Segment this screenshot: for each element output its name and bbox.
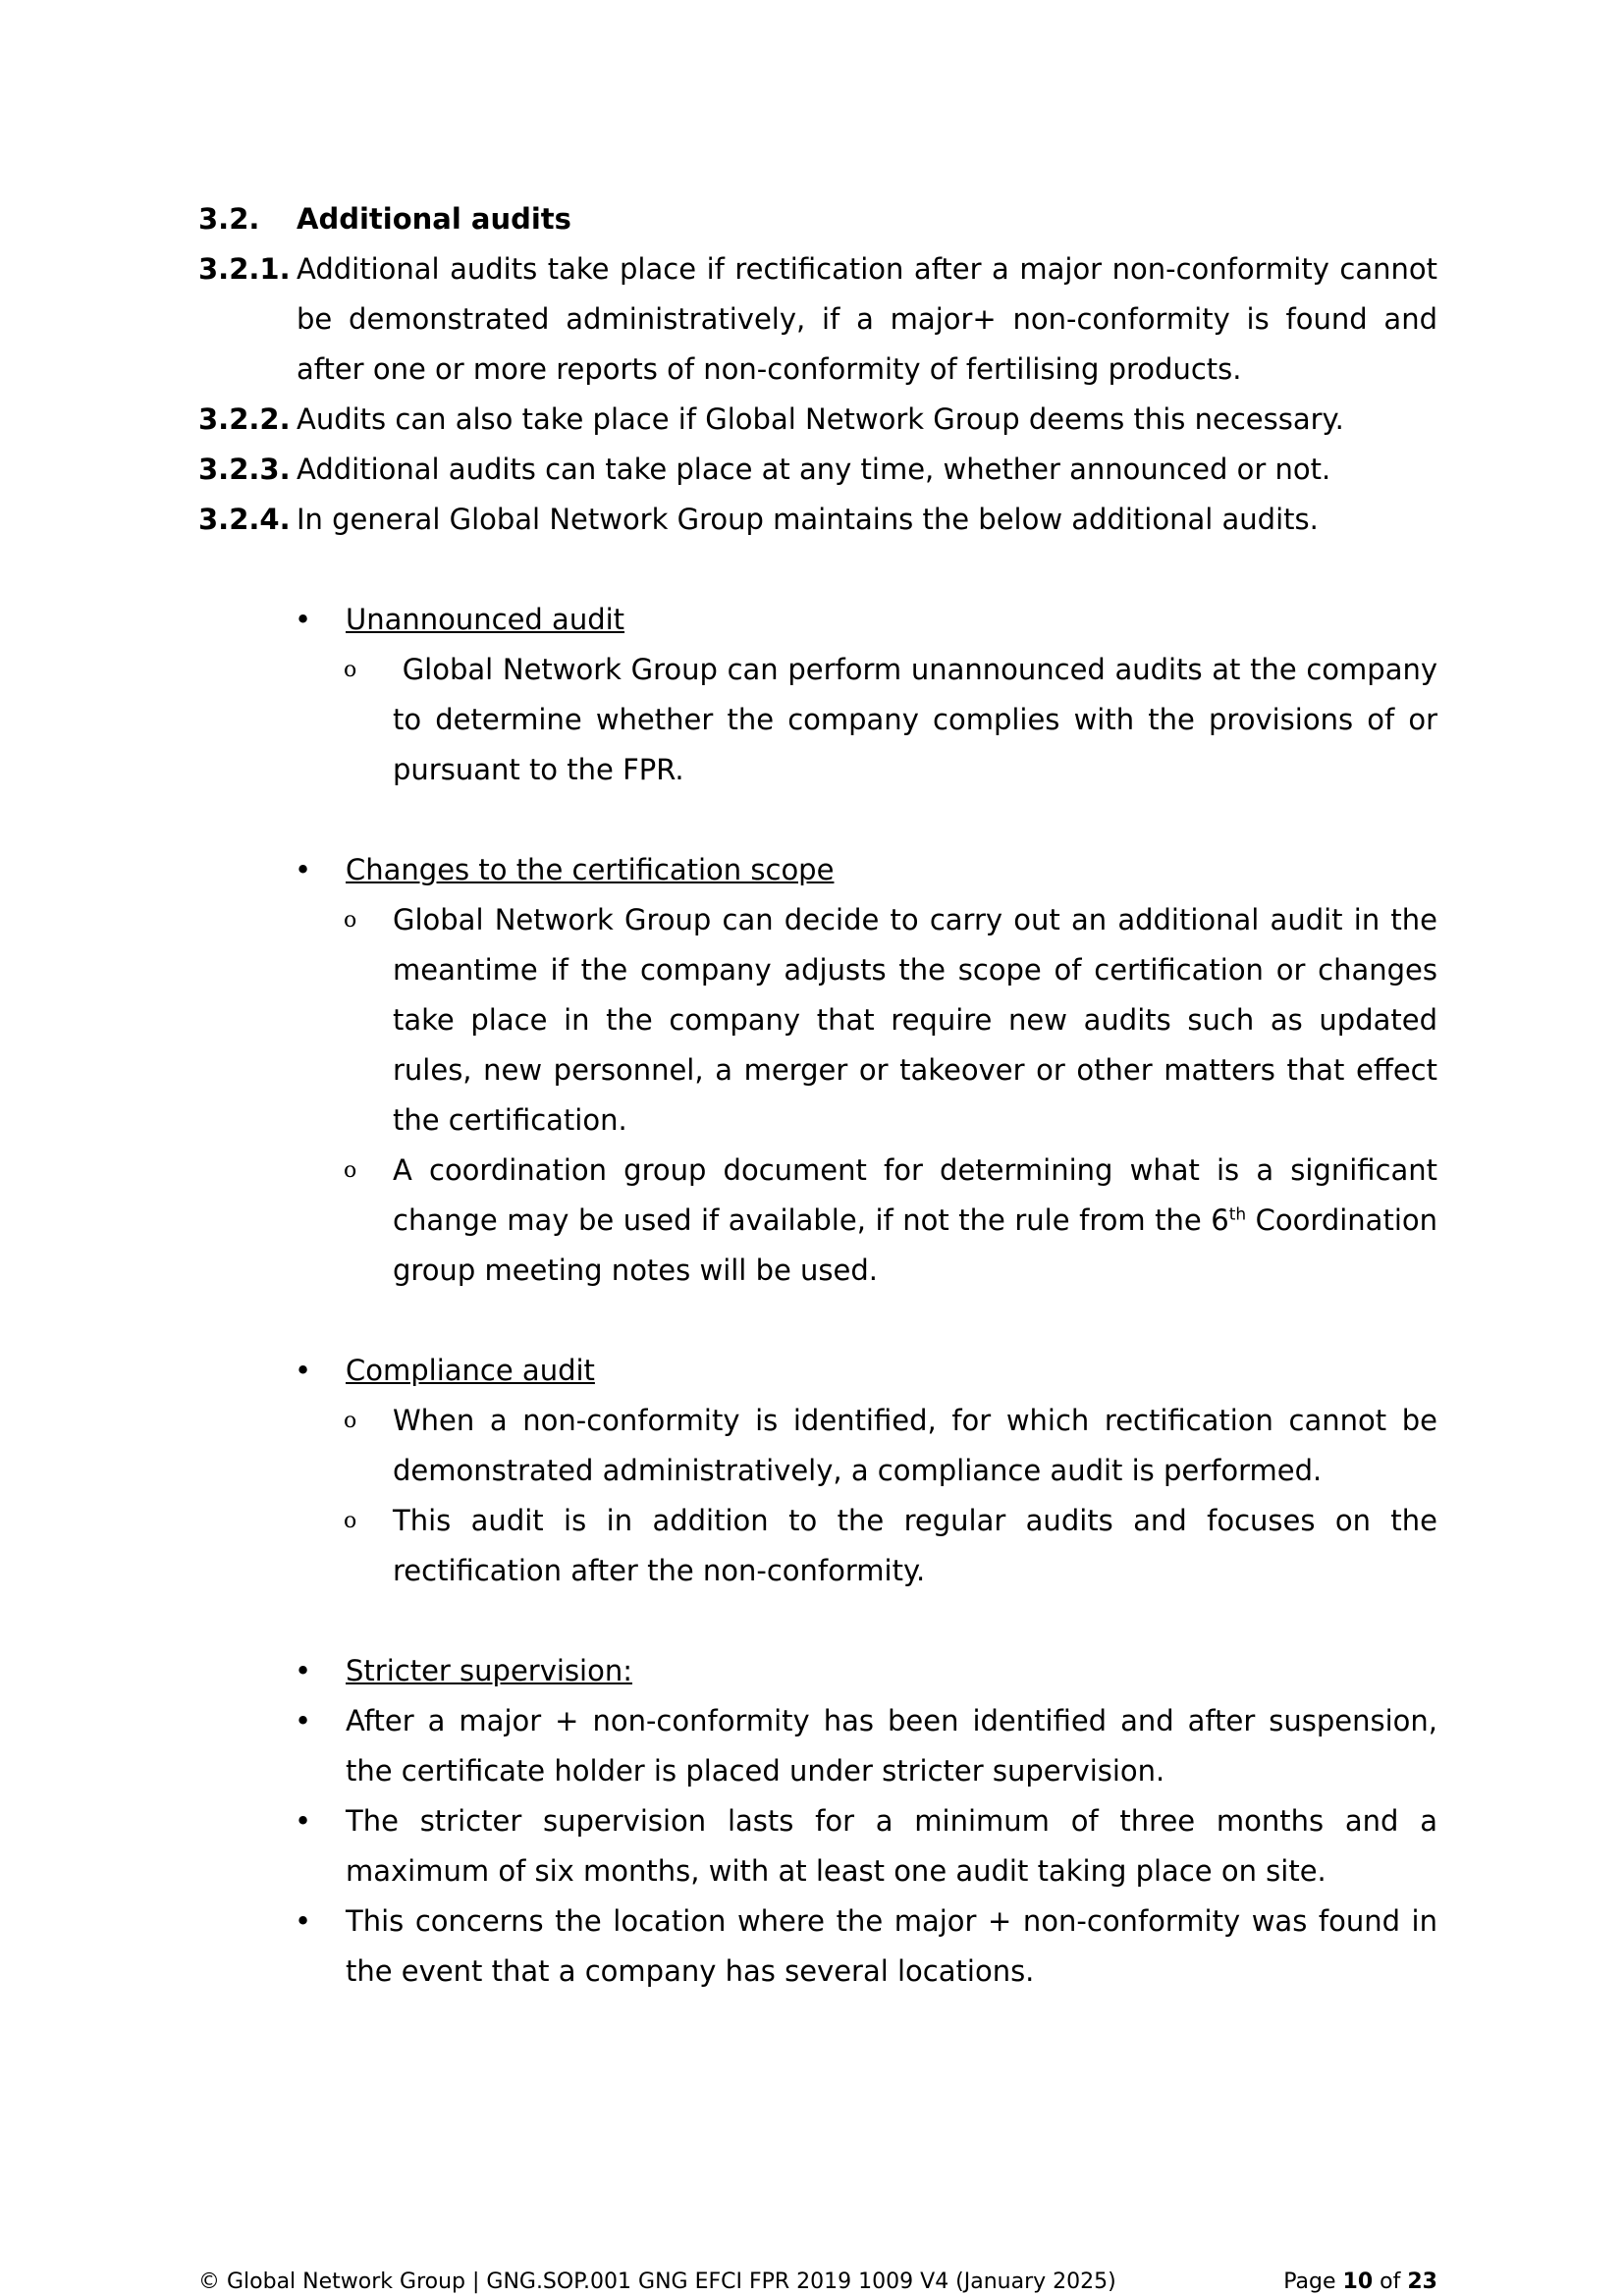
sub-item-text: Global Network Group can perform unannounced audits at the company to determine whether the company complies with the provisions of or pursuant to the FPR. [393, 653, 1447, 786]
footer-page-number [1283, 2269, 1437, 2295]
sub-item [344, 895, 1437, 1146]
circle-bullet-icon: o [344, 1509, 357, 1533]
list-item-text: After a major + non-conformity has been identified and after suspension, the certificate holder is placed under stricter supervision. [346, 1704, 1437, 1788]
bullet-stricter-supervision [295, 1646, 1437, 1696]
section-heading [198, 194, 1437, 244]
page-total: 23 [1407, 2269, 1437, 2294]
clause-3-2-3 [198, 445, 1437, 495]
sub-item [344, 1396, 1437, 1496]
clause-3-2-1 [198, 244, 1437, 395]
bullet-title: Compliance audit [346, 1354, 595, 1387]
page-footer [198, 2269, 1437, 2295]
list-item [295, 1796, 1437, 1896]
bullet-unannounced-audit [295, 595, 1437, 645]
sub-item [344, 1496, 1437, 1596]
bullet-icon: • [295, 853, 312, 886]
list-item [295, 1896, 1437, 1997]
clause-text: Additional audits take place if rectification after a major non-conformity cannot be demonstrated administratively, if a major+ non-conformity is found and after one or more reports of non-conformity of fertilising products. [297, 252, 1437, 386]
clause-number: 3.2.4. [198, 503, 291, 536]
bullet-icon: • [295, 1704, 312, 1737]
bullet-icon: • [295, 1654, 312, 1687]
footer-copyright: © Global Network Group | GNG.SOP.001 GNG EFCI FPR 2019 1009 V4 (January 2025) [198, 2269, 1116, 2294]
clause-number: 3.2.2. [198, 402, 291, 436]
sub-item-text: Global Network Group can decide to carry out an additional audit in the meantime if the company adjusts the scope of certification or changes take place in the company that require new audits such as updated rules, new personnel, a merger or takeover or other matters that effect the certification. [393, 903, 1437, 1137]
page-content [198, 194, 1447, 1997]
section-title: Additional audits [297, 202, 571, 236]
clause-number: 3.2.3. [198, 453, 291, 486]
page-of: of [1373, 2269, 1408, 2294]
sub-item-text: When a non-conformity is identified, for which rectification cannot be demonstrated administratively, a compliance audit is performed. [393, 1404, 1437, 1487]
list-item-text: This concerns the location where the major + non-conformity was found in the event that a company has several locations. [346, 1904, 1437, 1988]
sub-item-text-part: Coordination group meeting notes will be used. [393, 1203, 1437, 1287]
sub-item [344, 1146, 1437, 1296]
bullet-icon: • [295, 1804, 312, 1838]
bullet-icon: • [295, 1354, 312, 1387]
audit-types-list [295, 595, 1447, 1997]
page-current: 10 [1342, 2269, 1374, 2294]
sub-item-text: This audit is in addition to the regular audits and focuses on the rectification after the non-conformity. [393, 1504, 1437, 1587]
clause-text: In general Global Network Group maintains the below additional audits. [297, 503, 1319, 536]
page-label: Page [1283, 2269, 1343, 2294]
sub-item [344, 645, 1447, 795]
bullet-title: Stricter supervision: [346, 1654, 632, 1687]
sub-item-text-part: A coordination group document for determining what is a significant change may be used if available, if not the rule from the 6 [393, 1153, 1437, 1237]
circle-bullet-icon: o [344, 1158, 357, 1183]
circle-bullet-icon: o [344, 658, 357, 682]
bullet-title: Changes to the certification scope [346, 853, 835, 886]
circle-bullet-icon: o [344, 1409, 357, 1433]
list-item-text: The stricter supervision lasts for a minimum of three months and a maximum of six months, with at least one audit taking place on site. [346, 1804, 1437, 1888]
clause-number: 3.2.1. [198, 252, 291, 286]
bullet-changes-scope [295, 845, 1437, 895]
circle-bullet-icon: o [344, 908, 357, 933]
bullet-icon: • [295, 1904, 312, 1938]
bullet-compliance-audit [295, 1346, 1437, 1396]
clause-3-2-2 [198, 395, 1437, 445]
section-number: 3.2. [198, 202, 260, 236]
sub-item-text [393, 1146, 1437, 1296]
clause-3-2-4 [198, 495, 1437, 545]
clause-text: Additional audits can take place at any time, whether announced or not. [297, 453, 1331, 486]
list-item [295, 1696, 1437, 1796]
bullet-icon: • [295, 603, 312, 636]
ordinal-suffix: th [1228, 1204, 1247, 1225]
clause-text: Audits can also take place if Global Network Group deems this necessary. [297, 402, 1344, 436]
bullet-title: Unannounced audit [346, 603, 625, 636]
